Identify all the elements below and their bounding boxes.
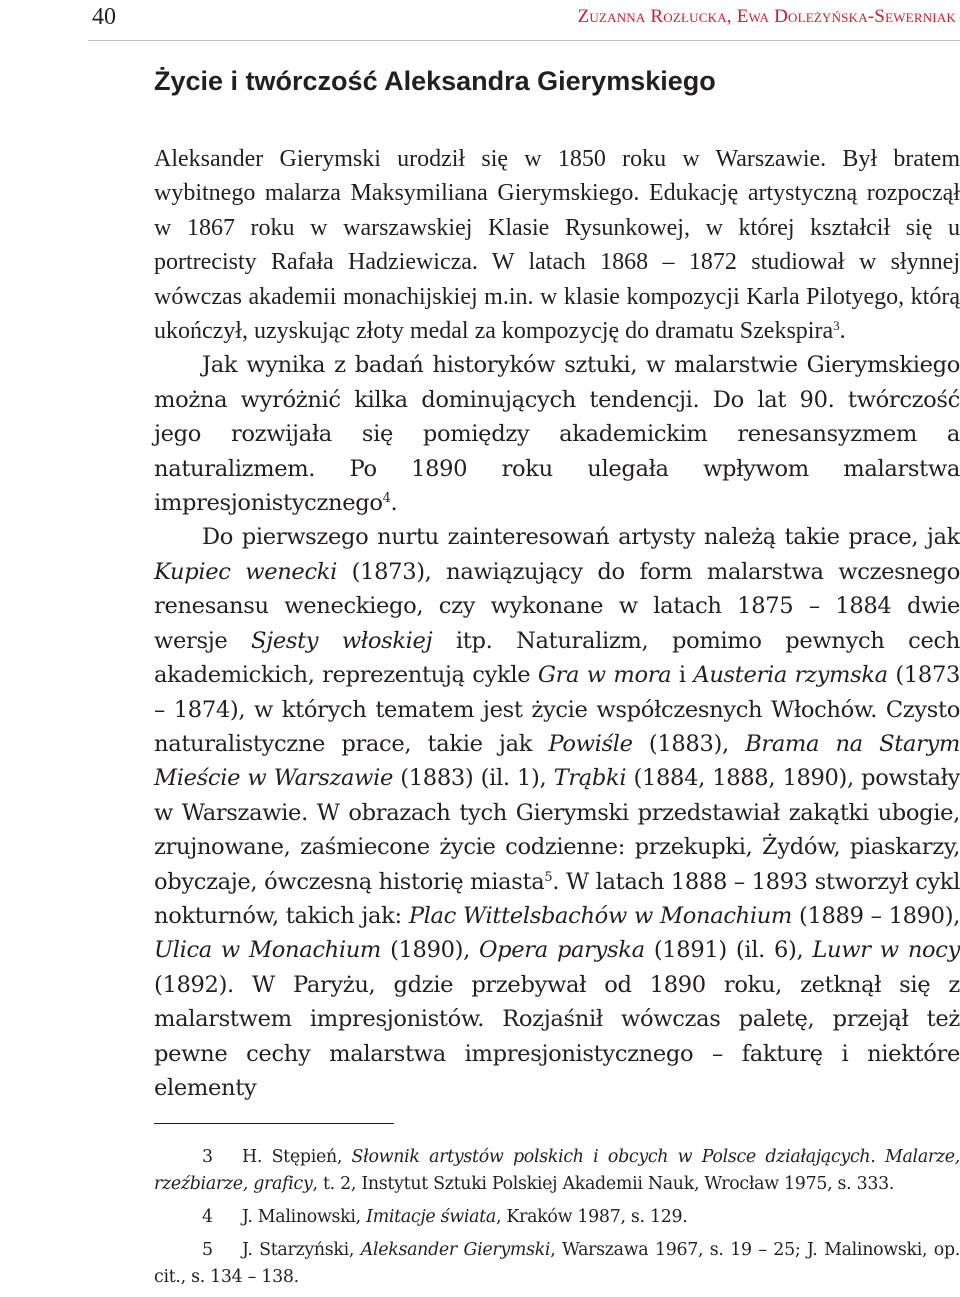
page-header xyxy=(0,0,960,42)
italic-title: Sjesty włoskiej xyxy=(251,627,433,654)
text-run: i xyxy=(671,662,694,689)
footnotes xyxy=(154,1144,960,1297)
italic-title: Opera paryska xyxy=(479,937,645,964)
text-run: . W latach 1888 – 1893 stworzył cykl nokturnów, takich jak: xyxy=(154,868,960,929)
italic-title: Ulica w Monachium xyxy=(154,937,381,964)
text-run: (1883) (il. 1), xyxy=(393,765,554,792)
footnote xyxy=(154,1237,960,1291)
italic-title: Brama na Starym Mieście w Warszawie xyxy=(154,730,960,792)
footnote-number: 3 xyxy=(202,1147,213,1167)
text-run: , Warszawa 1967, s. 19 – 25; J. Malinowski, op. cit., s. 134 – 138. xyxy=(154,1240,960,1287)
italic-title: Imitacje świata xyxy=(366,1207,496,1227)
italic-title: Aleksander Gierymski xyxy=(360,1240,551,1260)
italic-title: Luwr w nocy xyxy=(812,937,960,964)
footnote-number: 5 xyxy=(202,1240,213,1260)
text-run: (1890), xyxy=(381,937,479,964)
text-run: (1883), xyxy=(632,730,746,757)
italic-title: Plac Wittelsbachów w Monachium xyxy=(408,902,792,929)
footnote-number: 4 xyxy=(202,1207,213,1227)
italic-title: Kupiec wenecki xyxy=(154,558,337,585)
text-run: (1884, 1888, 1890), powstały w Warszawie. W obrazach tych Gierymski przedstawiał zakątki ubogie, zrujnowane, zaśmiecone życie codzienne: przekupki, Żydów, piaskarzy, obyczaje, ówczesną historię miasta xyxy=(154,765,960,895)
header-rule xyxy=(88,40,960,41)
text-run: (1891) (il. 6), xyxy=(644,937,813,964)
italic-title: Trąbki xyxy=(553,765,627,792)
text-run: . xyxy=(390,490,398,517)
text-run: (1873), nawiązujący do form malarstwa wczesnego renesansu weneckiego, czy wykonane w latach 1875 – 1884 dwie wersje xyxy=(154,558,960,654)
footnote-separator xyxy=(154,1123,394,1124)
italic-title: Austeria rzymska xyxy=(693,662,888,689)
section-title: Życie i twórczość Aleksandra Gierymskiego xyxy=(154,66,716,96)
text-run: J. Malinowski, xyxy=(242,1207,367,1227)
running-head: Zuzanna Rozłucka, Ewa Doleżyńska-Sewerniak xyxy=(577,6,956,27)
text-run: . xyxy=(839,318,846,345)
italic-title: Słownik artystów polskich i obcych w Polsce działających. Malarze, rzeźbiarze, graficy xyxy=(154,1147,960,1194)
text-run: (1889 – 1890), xyxy=(792,902,960,929)
text-run: J. Starzyński, xyxy=(242,1240,361,1260)
footnote xyxy=(154,1144,960,1198)
text-run: Aleksander Gierymski urodził się w 1850 roku w Warszawie. Był bratem wybitnego malarza Maksymiliana Gierymskiego. Edukację artystyczną rozpoczął w 1867 roku w warszawskiej Klasie Rysunkowej, w której kształcił się u portrecisty Rafała Hadziewicza. W latach 1868 – 1872 studiował w słynnej wówczas akademii monachijskiej m.in. w klasie kompozycji Karla Pilotyego, którą ukończył, uzyskując złoty medal za kompozycję do dramatu Szekspira xyxy=(154,146,960,345)
text-run: itp. Naturalizm, pomimo pewnych cech akademickich, reprezentują cykle xyxy=(154,627,960,689)
footnote xyxy=(154,1204,960,1231)
text-run: (1873 – 1874), w których tematem jest życie współczesnych Włochów. Czysto naturalistyczne prace, takie jak xyxy=(154,662,960,757)
footnote-ref: 4 xyxy=(382,491,391,507)
italic-title: Gra w mora xyxy=(537,662,672,689)
footnote-ref: 3 xyxy=(833,318,840,334)
text-run: Jak wynika z badań historyków sztuki, w malarstwie Gierymskiego można wyróżnić kilka dominujących tendencji. Do lat 90. twórczość jego rozwijała się pomiędzy akademickim renesansyzmem a naturalizmem. Po 1890 roku ulegała wpływom malarstwa impresjonistycznego xyxy=(154,352,960,517)
text-run: , t. 2, Instytut Sztuki Polskiej Akademii Nauk, Wrocław 1975, s. 333. xyxy=(312,1174,895,1194)
paragraph xyxy=(154,348,960,520)
paragraph xyxy=(154,142,960,348)
text-run: Do pierwszego nurtu zainteresowań artysty należą takie prace, jak xyxy=(202,524,960,551)
italic-title: Powiśle xyxy=(548,730,633,757)
body-text xyxy=(154,142,960,1105)
text-run: (1892). W Paryżu, gdzie przebywał od 1890 roku, zetknął się z malarstwem impresjonistów. Rozjaśnił wówczas paletę, przejął też pewne cechy malarstwa impresjonistycznego – fakturę i niektóre elementy xyxy=(154,971,960,1101)
text-run: , Kraków 1987, s. 129. xyxy=(495,1207,688,1227)
page-number: 40 xyxy=(92,4,116,30)
footnote-ref: 5 xyxy=(544,869,553,885)
paragraph xyxy=(154,520,960,1105)
text-run: H. Stępień, xyxy=(242,1147,352,1167)
